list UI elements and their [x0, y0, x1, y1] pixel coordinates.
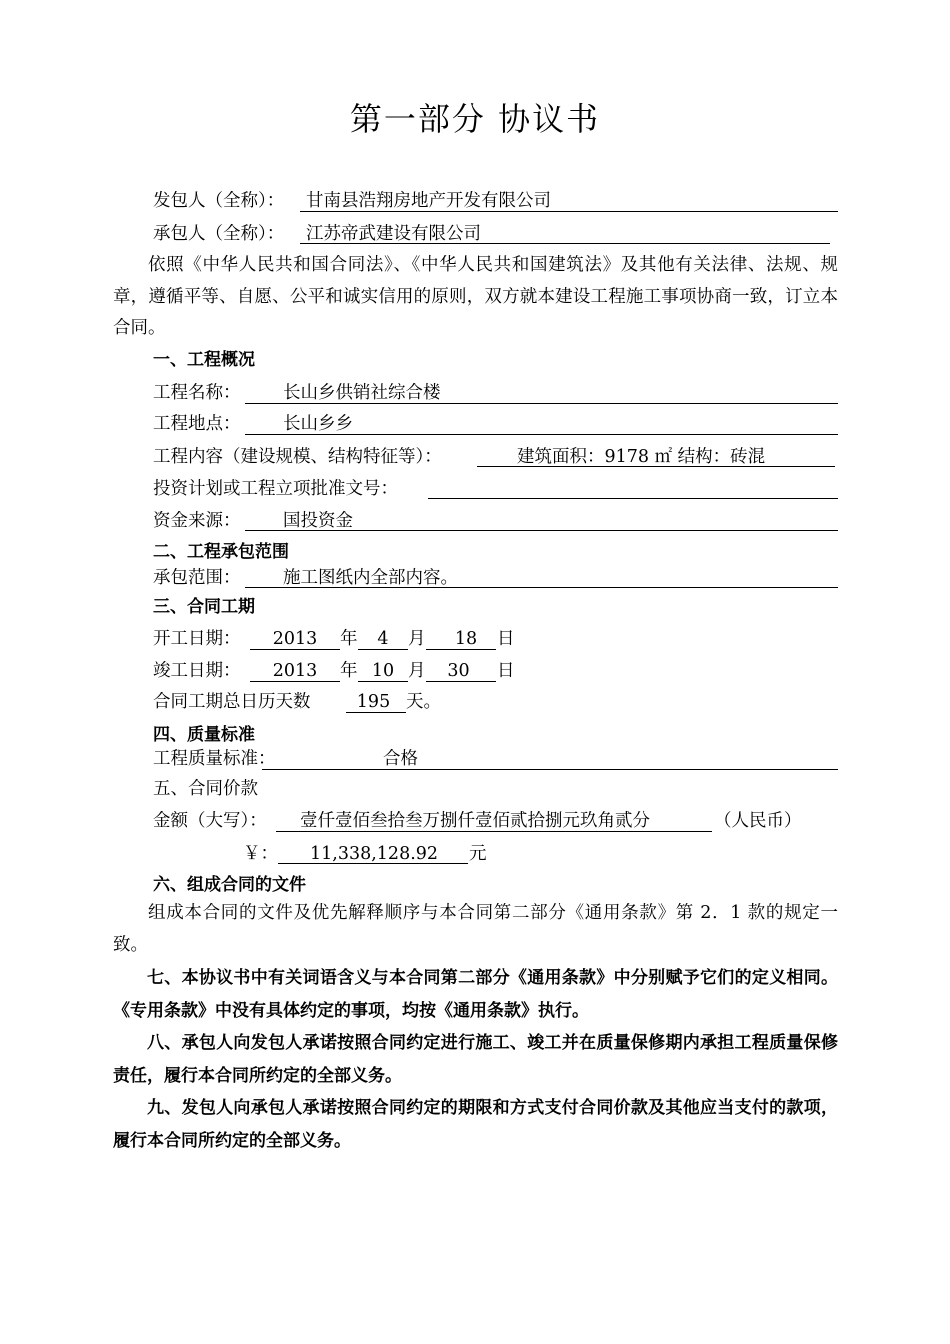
section6-paragraph: 组成本合同的文件及优先解释顺序与本合同第二部分《通用条款》第 2．1 款的规定一致。 [113, 903, 838, 955]
approval-label: 投资计划或工程立项批准文号： [153, 479, 398, 499]
end-year-unit: 年 [340, 661, 358, 681]
amount-words-label: 金额（大写）： [153, 811, 267, 831]
amount-figures-value: 11,338,128.92 [310, 844, 439, 864]
amount-words-value: 壹仟壹佰叁拾叁万捌仟壹佰贰拾捌元玖角贰分 [300, 811, 650, 831]
end-month: 10 [371, 661, 395, 681]
end-year: 2013 [272, 661, 318, 681]
scope-label: 承包范围： [153, 568, 241, 588]
funding-value: 国投资金 [283, 511, 353, 531]
section2-heading: 二、工程承包范围 [153, 542, 289, 562]
start-date-label: 开工日期： [153, 629, 241, 649]
project-location-label: 工程地点： [153, 414, 241, 434]
project-location-value: 长山乡乡 [283, 414, 353, 434]
project-content-value: 建筑面积：9178 ㎡ 结构：砖混 [517, 447, 766, 467]
start-month: 4 [377, 629, 389, 649]
end-date-label: 竣工日期： [153, 661, 241, 681]
section9-paragraph: 九、发包人向承包人承诺按照合同约定的期限和方式支付合同价款及其他应当支付的款项，履行本合同所约定的全部义务。 [113, 1098, 838, 1151]
end-day: 30 [447, 661, 470, 681]
start-month-unit: 月 [408, 629, 426, 649]
end-day-unit: 日 [497, 661, 515, 681]
quality-value: 合格 [383, 749, 418, 769]
amount-figures-label: ￥： [243, 844, 278, 864]
contractor-label: 承包人（全称）： [153, 224, 285, 244]
quality-label: 工程质量标准： [153, 749, 276, 769]
start-day: 18 [454, 629, 478, 649]
employer-label: 发包人（全称）： [153, 191, 285, 211]
section5-heading: 五、合同价款 [153, 779, 258, 799]
employer-value: 甘南县浩翔房地产开发有限公司 [306, 191, 551, 211]
intro-paragraph: 依照《中华人民共和国合同法》、《中华人民共和国建筑法》及其他有关法律、法规、规章，遵循平等、自愿、公平和诚实信用的原则，双方就本建设工程施工事项协商一致，订立本合同。 [113, 255, 838, 338]
scope-value: 施工图纸内全部内容。 [283, 568, 458, 588]
quality-underline [262, 769, 838, 770]
funding-label: 资金来源： [153, 511, 241, 531]
section6-heading: 六、组成合同的文件 [153, 875, 306, 895]
page-title: 第一部分 协议书 [349, 100, 601, 138]
project-content-label: 工程内容（建设规模、结构特征等）： [153, 447, 442, 467]
contractor-value: 江苏帝武建设有限公司 [306, 224, 481, 244]
section3-heading: 三、合同工期 [153, 597, 255, 617]
section8-paragraph: 八、承包人向发包人承诺按照合同约定进行施工、竣工并在质量保修期内承担工程质量保修责任，履行本合同所约定的全部义务。 [113, 1033, 838, 1086]
start-year-unit: 年 [340, 629, 358, 649]
section1-heading: 一、工程概况 [153, 350, 255, 370]
yuan-unit: 元 [469, 844, 487, 864]
total-days-unit: 天。 [406, 692, 441, 712]
section7-paragraph: 七、本协议书中有关词语含义与本合同第二部分《通用条款》中分别赋予它们的定义相同。《专用条款》中没有具体约定的事项，均按《通用条款》执行。 [113, 968, 838, 1021]
currency-note: （人民币） [714, 811, 802, 831]
approval-underline [428, 498, 838, 499]
project-name-label: 工程名称： [153, 383, 241, 403]
project-name-value: 长山乡供销社综合楼 [283, 383, 441, 403]
total-days-label: 合同工期总日历天数 [153, 692, 311, 712]
start-year: 2013 [272, 629, 318, 649]
start-day-unit: 日 [497, 629, 515, 649]
section4-heading: 四、质量标准 [153, 725, 255, 745]
total-days-value: 195 [356, 692, 391, 712]
end-month-unit: 月 [408, 661, 426, 681]
